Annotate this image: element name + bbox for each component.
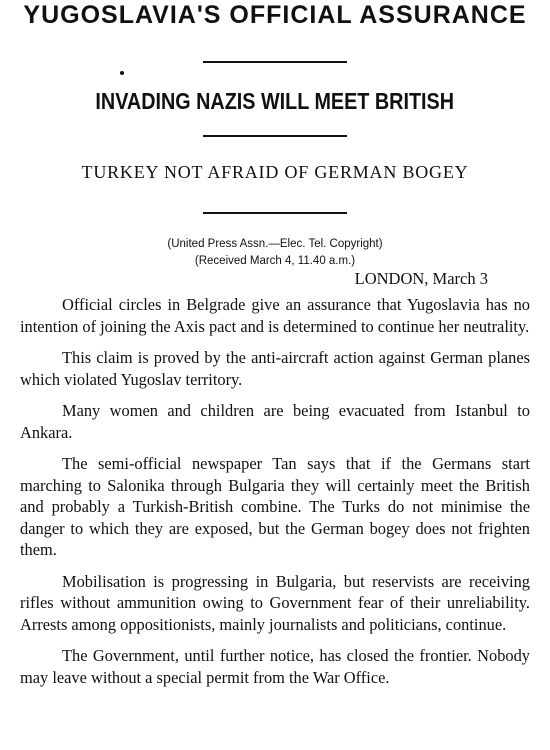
wire-credit: (United Press Assn.—Elec. Tel. Copyright) bbox=[167, 238, 383, 250]
dateline: LONDON, March 3 bbox=[354, 269, 488, 288]
headline-divider bbox=[203, 61, 347, 63]
article-paragraph: Official circles in Belgrade give an assurance that Yugoslavia has no intention of joining the Axis pact and is determined to continue her neutrality. bbox=[20, 295, 530, 336]
headline-divider bbox=[203, 212, 347, 214]
divider-dot bbox=[120, 71, 124, 75]
article-body bbox=[20, 294, 530, 698]
article-paragraph: The Government, until further notice, has closed the frontier. Nobody may leave without a special permit from the War Office. bbox=[20, 646, 530, 687]
received-time: (Received March 4, 11.40 a.m.) bbox=[194, 255, 356, 267]
article-paragraph: Mobilisation is progressing in Bulgaria, but reservists are receiving rifles without ammunition owing to Government fear of their unreliability. Arrests among oppositionists, mainly journalists and politicians, continue. bbox=[20, 571, 530, 634]
main-headline: YUGOSLAVIA'S OFFICIAL ASSURANCE bbox=[23, 1, 527, 29]
secondary-headline: INVADING NAZIS WILL MEET BRITISH bbox=[95, 88, 455, 114]
article-paragraph: The semi-official newspaper Tan says that if the Germans start marching to Salonika through Bulgaria they will certainly meet the British and probably a Turkish-British combine. The Turks do not minimise the danger to which they are exposed, but the German bogey does not frighten them. bbox=[20, 454, 530, 559]
headline-divider bbox=[203, 135, 347, 137]
tertiary-headline: TURKEY NOT AFRAID OF GERMAN BOGEY bbox=[81, 162, 469, 182]
article-paragraph: This claim is proved by the anti-aircraft action against German planes which violated Yugoslav territory. bbox=[20, 348, 530, 389]
article-paragraph: Many women and children are being evacuated from Istanbul to Ankara. bbox=[20, 401, 530, 442]
